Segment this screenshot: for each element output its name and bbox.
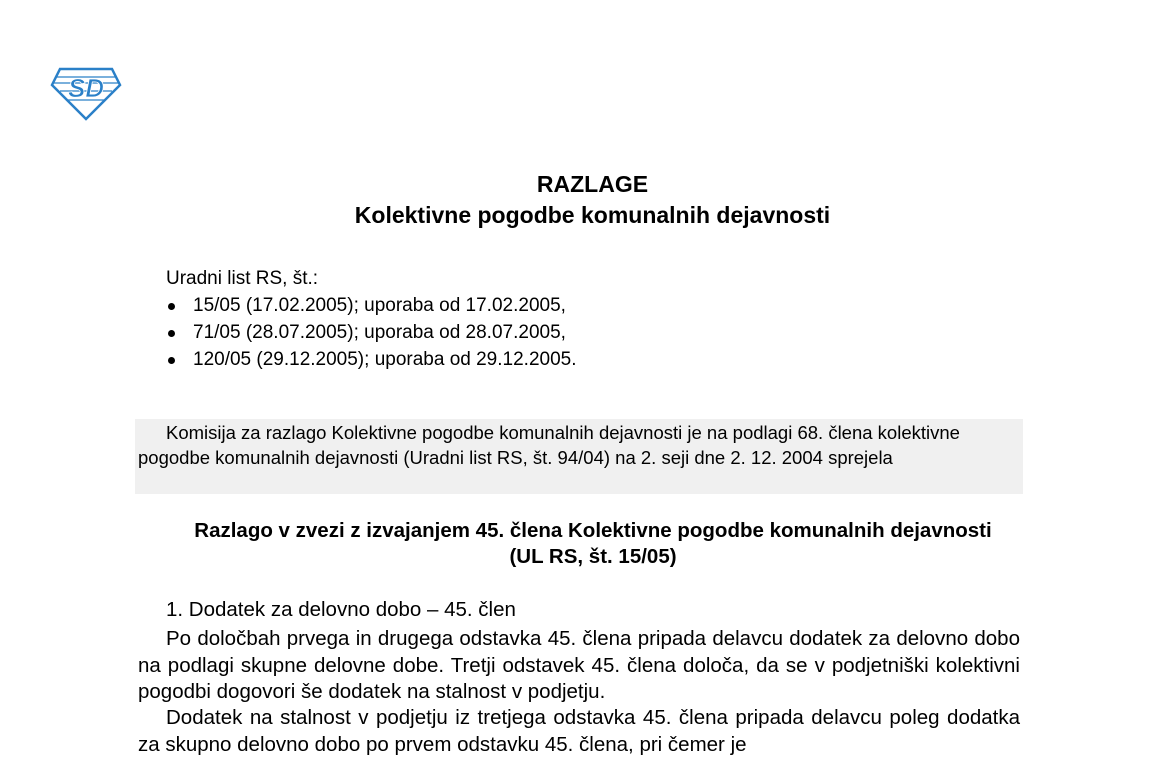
document-title: RAZLAGE	[536, 171, 649, 197]
gazette-item: 120/05 (29.12.2005); uporaba od 29.12.2005.	[166, 346, 577, 373]
intro-box	[135, 419, 1023, 494]
logo-text: SD	[67, 73, 105, 103]
gazette-lead: Uradni list RS, št.:	[166, 268, 319, 289]
section-paragraph: Dodatek na stalnost v podjetju iz tretjega odstavka 45. člena pripada delavcu poleg dodatka za skupno delovno dobo po prvem odstavku 45. člena, pri čemer je	[138, 706, 1020, 756]
sd-logo-icon	[50, 67, 122, 121]
section-heading: 1. Dodatek za delovno dobo – 45. člen	[166, 598, 516, 621]
interpretation-title: Razlago v zvezi z izvajanjem 45. člena Kolektivne pogodbe komunalnih dejavnosti (UL RS, št. 15/05)	[194, 519, 992, 568]
section-paragraph: Po določbah prvega in drugega odstavka 45. člena pripada delavcu dodatek za delovno dobo na podlagi skupne delovne dobe. Tretji odstavek 45. člena določa, da se v podjetniški kolektivni pogodbi dogovori še dodatek na stalnost v podjetju.	[138, 627, 1020, 703]
intro-text: Komisija za razlago Kolektivne pogodbe komunalnih dejavnosti je na podlagi 68. člena kolektivne pogodbe komunalnih dejavnosti (Uradni list RS, št. 94/04) na 2. seji dne 2. 12. 2004 sprejela	[138, 422, 960, 468]
gazette-item: 15/05 (17.02.2005); uporaba od 17.02.2005,	[166, 292, 577, 319]
document-subtitle: Kolektivne pogodbe komunalnih dejavnosti	[354, 202, 831, 228]
gazette-item: 71/05 (28.07.2005); uporaba od 28.07.2005,	[166, 319, 577, 346]
gazette-list	[166, 292, 577, 373]
gazette-references	[166, 265, 577, 373]
